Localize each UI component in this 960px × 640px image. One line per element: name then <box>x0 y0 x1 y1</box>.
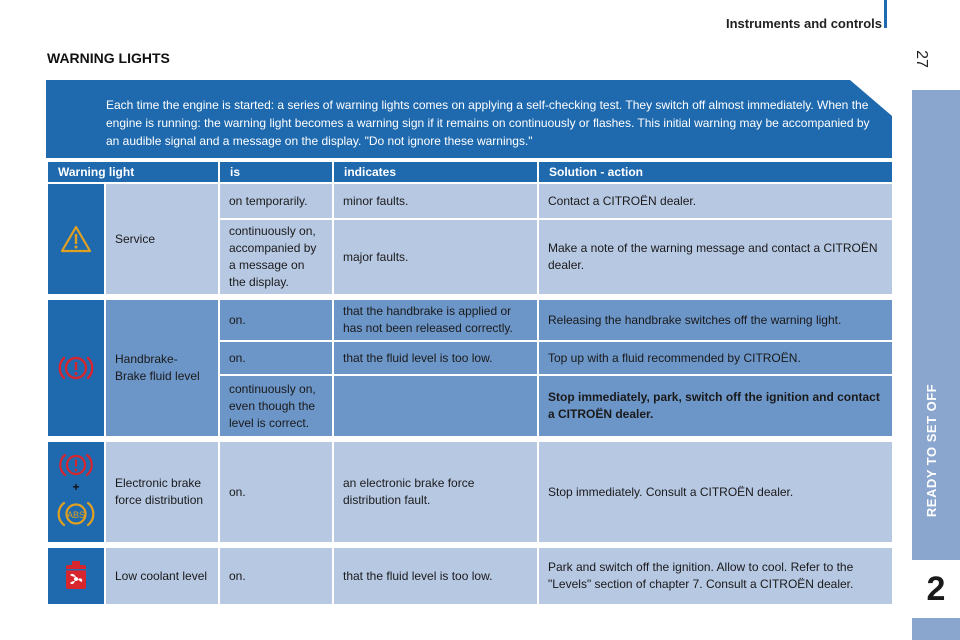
intro-text: Each time the engine is started: a series of warning lights comes on applying a self-checking test. They switch off almost immediately. When the engine is running: the warning light becomes a warning sign if it remains on continuously or flashes. This initial warning may be accompanied by an audible signal and a message on the display. "Do not ignore these warnings." <box>106 98 870 148</box>
column-header-warning-light: Warning light <box>47 161 219 183</box>
solution-cell: Stop immediately, park, switch off the ignition and contact a CITROËN dealer. <box>538 375 893 437</box>
column-header-indicates: indicates <box>333 161 538 183</box>
solution-cell: Make a note of the warning message and contact a CITROËN dealer. <box>538 219 893 295</box>
indicates-cell <box>333 375 538 437</box>
column-header-is: is <box>219 161 333 183</box>
brake-plus-abs-icon <box>54 447 98 537</box>
table-row <box>47 299 893 341</box>
warning-name-coolant: Low coolant level <box>105 547 219 605</box>
solution-cell: Stop immediately. Consult a CITROËN dealer. <box>538 441 893 543</box>
warning-name-handbrake: Handbrake-Brake fluid level <box>105 299 219 437</box>
brake-warning-icon <box>58 353 94 383</box>
plus-symbol: + <box>72 480 80 494</box>
ebfd-icon-cell <box>47 441 105 543</box>
header-divider <box>884 0 887 28</box>
solution-cell: Top up with a fluid recommended by CITROËN. <box>538 341 893 375</box>
indicates-cell: major faults. <box>333 219 538 295</box>
column-header-solution: Solution - action <box>538 161 893 183</box>
is-cell: continuously on, accompanied by a message on the display. <box>219 219 333 295</box>
table-row <box>47 547 893 605</box>
coolant-level-icon <box>62 560 90 592</box>
header-title: Instruments and controls <box>725 16 882 31</box>
abs-label: ABS <box>66 510 86 520</box>
solution-cell: Park and switch off the ignition. Allow to cool. Refer to the "Levels" section of chapter 7. Consult a CITROËN dealer. <box>538 547 893 605</box>
is-cell: on. <box>219 341 333 375</box>
coolant-icon-cell <box>47 547 105 605</box>
is-cell: on. <box>219 547 333 605</box>
chapter-tab-label: READY TO SET OFF <box>924 383 940 517</box>
indicates-cell: that the fluid level is too low. <box>333 547 538 605</box>
solution-cell: Releasing the handbrake switches off the warning light. <box>538 299 893 341</box>
service-icon-cell <box>47 183 105 295</box>
warning-name-service: Service <box>105 183 219 295</box>
service-warning-triangle-icon <box>60 224 92 254</box>
table-header-row <box>47 161 893 183</box>
table-row <box>47 441 893 543</box>
is-cell: continuously on, even though the level is correct. <box>219 375 333 437</box>
indicates-cell: that the fluid level is too low. <box>333 341 538 375</box>
indicates-cell: minor faults. <box>333 183 538 219</box>
page-number: 27 <box>913 50 930 68</box>
is-cell: on temporarily. <box>219 183 333 219</box>
warning-lights-table <box>46 160 894 606</box>
warning-name-ebfd: Electronic brake force distribution <box>105 441 219 543</box>
is-cell: on. <box>219 299 333 341</box>
brake-icon-cell <box>47 299 105 437</box>
is-cell: on. <box>219 441 333 543</box>
table-row <box>47 183 893 219</box>
chapter-number: 2 <box>912 560 960 618</box>
solution-cell: Contact a CITROËN dealer. <box>538 183 893 219</box>
indicates-cell: that the handbrake is applied or has not been released correctly. <box>333 299 538 341</box>
indicates-cell: an electronic brake force distribution fault. <box>333 441 538 543</box>
section-title: WARNING LIGHTS <box>47 50 170 66</box>
